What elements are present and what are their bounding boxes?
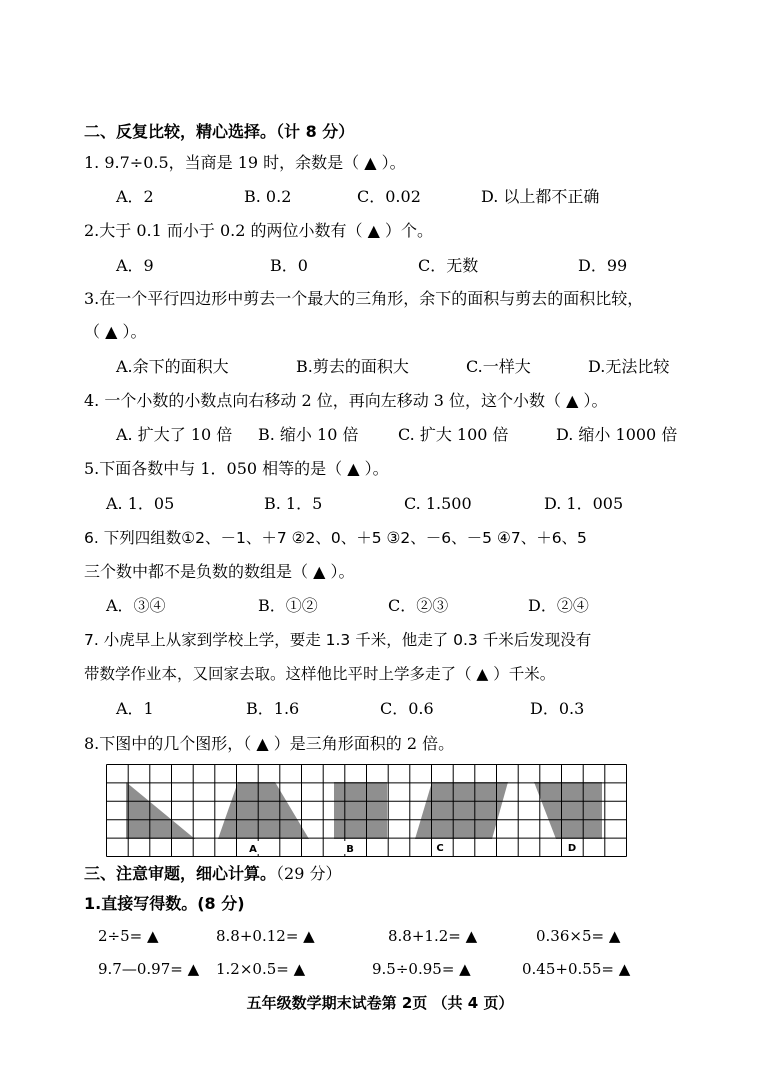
q5-option-a: A. 1．05 <box>106 494 175 513</box>
shape-b <box>334 782 387 839</box>
q7-option-d: D．0.3 <box>530 699 585 718</box>
calc-8: 0.45+0.55= ▲ <box>522 960 631 978</box>
q7-stem: 7. 小虎早上从家到学校上学，要走 1.3 千米，他走了 0.3 千米后发现没有 <box>84 631 592 649</box>
q3-option-b: B.剪去的面积大 <box>296 357 409 376</box>
section3-title-text: 三、注意审题，细心计算。 <box>84 864 277 883</box>
q5-option-d: D. 1．005 <box>544 494 624 513</box>
q3-stem: 3.在一个平行四边形中剪去一个最大的三角形，余下的面积与剪去的面积比较， <box>84 289 644 308</box>
label-d: D <box>567 843 577 854</box>
label-b: B <box>346 844 354 855</box>
q1-option-b: B. 0.2 <box>244 187 292 206</box>
q6-stem-continued: 三个数中都不是负数的数组是（ ▲ ）。 <box>84 562 355 581</box>
shape-d <box>534 782 602 839</box>
q8-stem: 8.下图中的几个图形，（ ▲ ）是三角形面积的 2 倍。 <box>84 734 455 753</box>
calc-6: 1.2×0.5= ▲ <box>216 960 306 978</box>
q3-stem-continued: （ ▲ ）。 <box>84 322 147 341</box>
q8-grid-figure <box>106 764 628 858</box>
section2-title: 二、反复比较，精心选择。（计 8 分） <box>84 122 355 141</box>
calc-5: 9.7—0.97= ▲ <box>98 960 200 978</box>
q1-option-d: D. 以上都不正确 <box>481 187 600 206</box>
calc-1: 2÷5= ▲ <box>98 927 159 945</box>
section3-score: （29 分） <box>276 864 342 883</box>
q2-option-d: D．99 <box>578 256 628 275</box>
q6-option-b: B．①② <box>258 596 318 615</box>
q7-option-a: A．1 <box>116 699 154 718</box>
calc-2: 8.8+0.12= ▲ <box>216 927 315 945</box>
label-c: C <box>436 843 444 854</box>
section3-title <box>84 864 341 884</box>
q2-stem: 2.大于 0.1 而小于 0.2 的两位小数有（ ▲ ）个。 <box>84 221 433 240</box>
q3-option-a: A.余下的面积大 <box>116 357 229 376</box>
q2-option-a: A．9 <box>116 256 154 275</box>
q7-option-b: B．1.6 <box>246 699 300 718</box>
page-footer: 五年级数学期末试卷第 2页 （共 4 页） <box>246 994 514 1012</box>
q3-option-d: D.无法比较 <box>588 357 670 376</box>
label-a: A <box>249 844 257 855</box>
q4-option-b: B. 缩小 10 倍 <box>258 425 359 444</box>
q2-option-b: B．0 <box>270 256 308 275</box>
q4-option-c: C. 扩大 100 倍 <box>398 425 509 444</box>
q2-option-c: C．无数 <box>418 256 479 275</box>
q6-option-c: C．②③ <box>388 596 449 615</box>
shape-a <box>218 782 309 839</box>
shape-c <box>415 782 508 839</box>
q1-stem: 1. 9.7÷0.5，当商是 19 时，余数是（ ▲ ）。 <box>84 153 406 172</box>
q4-option-a: A. 扩大了 10 倍 <box>116 425 233 444</box>
q7-stem-continued: 带数学作业本，又回家去取。这样他比平时上学多走了（ ▲ ）千米。 <box>84 665 556 683</box>
q4-option-d: D. 缩小 1000 倍 <box>556 425 678 444</box>
calc-7: 9.5÷0.95= ▲ <box>372 960 471 978</box>
q6-stem: 6. 下列四组数①2、－1、＋7 ②2、0、＋5 ③2、－6、－5 ④7、＋6、5 <box>84 529 587 547</box>
q1-option-c: C．0.02 <box>357 187 421 206</box>
q5-option-b: B. 1．5 <box>264 494 323 513</box>
q4-stem: 4. 一个小数的小数点向右移动 2 位，再向左移动 3 位，这个小数（ ▲ ）。 <box>84 391 608 410</box>
section3-sub1: 1.直接写得数。(8 分) <box>84 894 245 913</box>
q8-figure <box>106 764 628 862</box>
q1-option-a: A．2 <box>116 187 154 206</box>
calc-3: 8.8+1.2= ▲ <box>388 927 478 945</box>
q6-option-d: D．②④ <box>528 596 589 615</box>
calc-4: 0.36×5= ▲ <box>536 927 621 945</box>
q7-option-c: C．0.6 <box>380 699 434 718</box>
q5-stem: 5.下面各数中与 1．050 相等的是（ ▲ ）。 <box>84 459 389 478</box>
triangle-shape <box>126 782 195 839</box>
q3-option-c: C.一样大 <box>466 357 531 376</box>
q5-option-c: C. 1.500 <box>404 494 472 513</box>
q6-option-a: A．③④ <box>106 596 166 615</box>
